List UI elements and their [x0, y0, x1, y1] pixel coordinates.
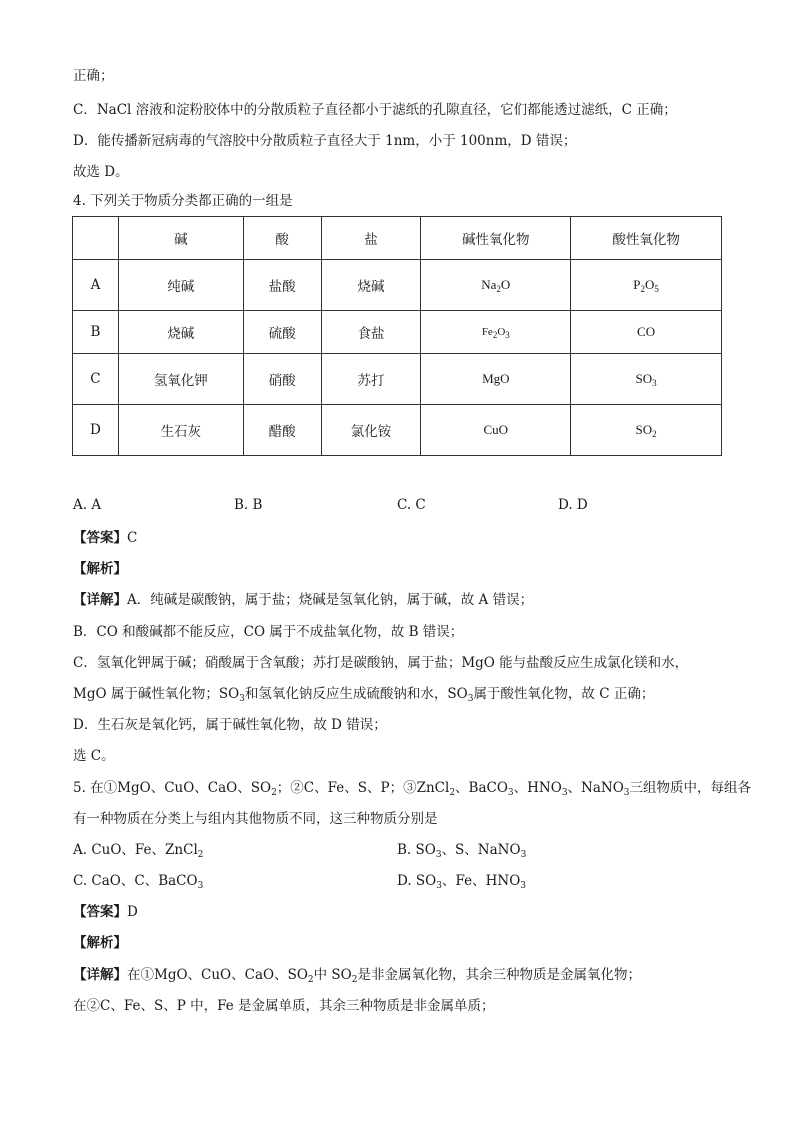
- q5-option-a: A. CuO、Fe、ZnCl$_2$: [73, 842, 204, 860]
- salt-cell: 苏打: [321, 354, 421, 405]
- answer-line: [73, 902, 138, 922]
- text-line: D．能传播新冠病毒的气溶胶中分散质粒子直径大于 1nm，小于 100nm，D 错误；: [73, 133, 577, 149]
- acidic-oxide-cell: $SO_3$: [571, 354, 722, 405]
- salt-cell: 氯化铵: [321, 405, 421, 456]
- answer-tag: 【答案】: [73, 904, 127, 920]
- detail-tag: 【详解】: [73, 592, 127, 608]
- question-4-stem: 4. 下列关于物质分类都正确的一组是: [73, 193, 293, 209]
- acidic-oxide-cell: CO: [571, 311, 722, 354]
- acidic-oxide-cell: $SO_2$: [571, 405, 722, 456]
- row-label: D: [73, 405, 119, 456]
- table-header-cell: 酸性氧化物: [571, 217, 722, 260]
- acid-cell: 硝酸: [243, 354, 321, 405]
- detail-line: D．生石灰是氧化钙，属于碱性氧化物，故 D 错误；: [73, 717, 387, 733]
- table-header-cell: 碱性氧化物: [421, 217, 571, 260]
- table-header-row: [73, 217, 722, 260]
- row-label: B: [73, 311, 119, 354]
- detail-line: 【详解】在①MgO、CuO、CaO、$SO_2$中 $SO_2$是非金属氧化物，其余三种物质是金属氧化物；: [73, 967, 641, 985]
- table-header-cell: [73, 217, 119, 260]
- detail-line: B．CO 和酸碱都不能反应，CO 属于不成盐氧化物，故 B 错误；: [73, 624, 464, 640]
- table-header-cell: 盐: [321, 217, 421, 260]
- table-header-cell: 酸: [243, 217, 321, 260]
- salt-cell: 烧碱: [321, 260, 421, 311]
- row-label: A: [73, 260, 119, 311]
- basic-oxide-cell: CuO: [421, 405, 571, 456]
- basic-oxide-cell: $Na_2O$: [421, 260, 571, 311]
- q5-option-b: B. $SO_3$、S、NaNO$_3$: [397, 842, 527, 860]
- question-4-options: [73, 497, 723, 517]
- text-line: 正确；: [73, 68, 114, 84]
- table-row: [73, 311, 722, 354]
- table-row: [73, 260, 722, 311]
- question-5-stem-cont: 有一种物质在分类上与组内其他物质不同，这三种物质分别是: [73, 811, 438, 827]
- table-header-cell: 碱: [118, 217, 243, 260]
- table-row: [73, 354, 722, 405]
- basic-oxide-cell: MgO: [421, 354, 571, 405]
- q5-option-c: C. CaO、C、BaCO$_3$: [73, 873, 204, 891]
- acid-cell: 醋酸: [243, 405, 321, 456]
- detail-line: 【详解】A．纯碱是碳酸钠，属于盐；烧碱是氢氧化钠，属于碱，故 A 错误；: [73, 592, 534, 608]
- classification-table: [72, 216, 722, 456]
- answer-tag: 【答案】: [73, 530, 127, 546]
- detail-line: 选 C。: [73, 748, 115, 764]
- basic-oxide-cell: $Fe_2O_3$: [421, 311, 571, 354]
- salt-cell: 食盐: [321, 311, 421, 354]
- analysis-tag: 【解析】: [73, 935, 127, 951]
- q5-option-d: D. $SO_3$、Fe、$HNO_3$: [397, 873, 526, 891]
- text-line: 故选 D。: [73, 164, 129, 180]
- detail-line: C．氢氧化钾属于碱；硝酸属于含氧酸；苏打是碳酸钠，属于盐；MgO 能与盐酸反应生成氯化镁和水，: [73, 655, 689, 671]
- answer-value: C: [127, 530, 138, 546]
- option-b: B. B: [234, 497, 263, 513]
- base-cell: 氢氧化钾: [118, 354, 243, 405]
- detail-line: 在②C、Fe、S、P 中，Fe 是金属单质，其余三种物质是非金属单质；: [73, 998, 495, 1014]
- detail-tag: 【详解】: [73, 967, 127, 983]
- answer-line: [73, 528, 137, 548]
- table-row: [73, 405, 722, 456]
- question-5-stem: 5. 在①MgO、CuO、CaO、$SO_2$；②C、Fe、S、P；③ZnCl$_2$、BaCO$_3$、$HNO_3$、NaNO$_3$三组物质中，每组各: [73, 780, 752, 798]
- acidic-oxide-cell: $P_2O_5$: [571, 260, 722, 311]
- option-d: D. D: [558, 497, 588, 513]
- base-cell: 烧碱: [118, 311, 243, 354]
- detail-line: MgO 属于碱性氧化物；$SO_3$和氢氧化钠反应生成硫酸钠和水，$SO_3$属于酸性氧化物，故 C 正确；: [73, 686, 655, 704]
- base-cell: 生石灰: [118, 405, 243, 456]
- row-label: C: [73, 354, 119, 405]
- base-cell: 纯碱: [118, 260, 243, 311]
- acid-cell: 盐酸: [243, 260, 321, 311]
- answer-value: D: [127, 904, 138, 920]
- option-a: A. A: [73, 497, 102, 513]
- analysis-tag: 【解析】: [73, 561, 127, 577]
- text-line: C．NaCl 溶液和淀粉胶体中的分散质粒子直径都小于滤纸的孔隙直径，它们都能透过滤纸，C 正确；: [73, 102, 677, 118]
- acid-cell: 硫酸: [243, 311, 321, 354]
- option-c: C. C: [397, 497, 426, 513]
